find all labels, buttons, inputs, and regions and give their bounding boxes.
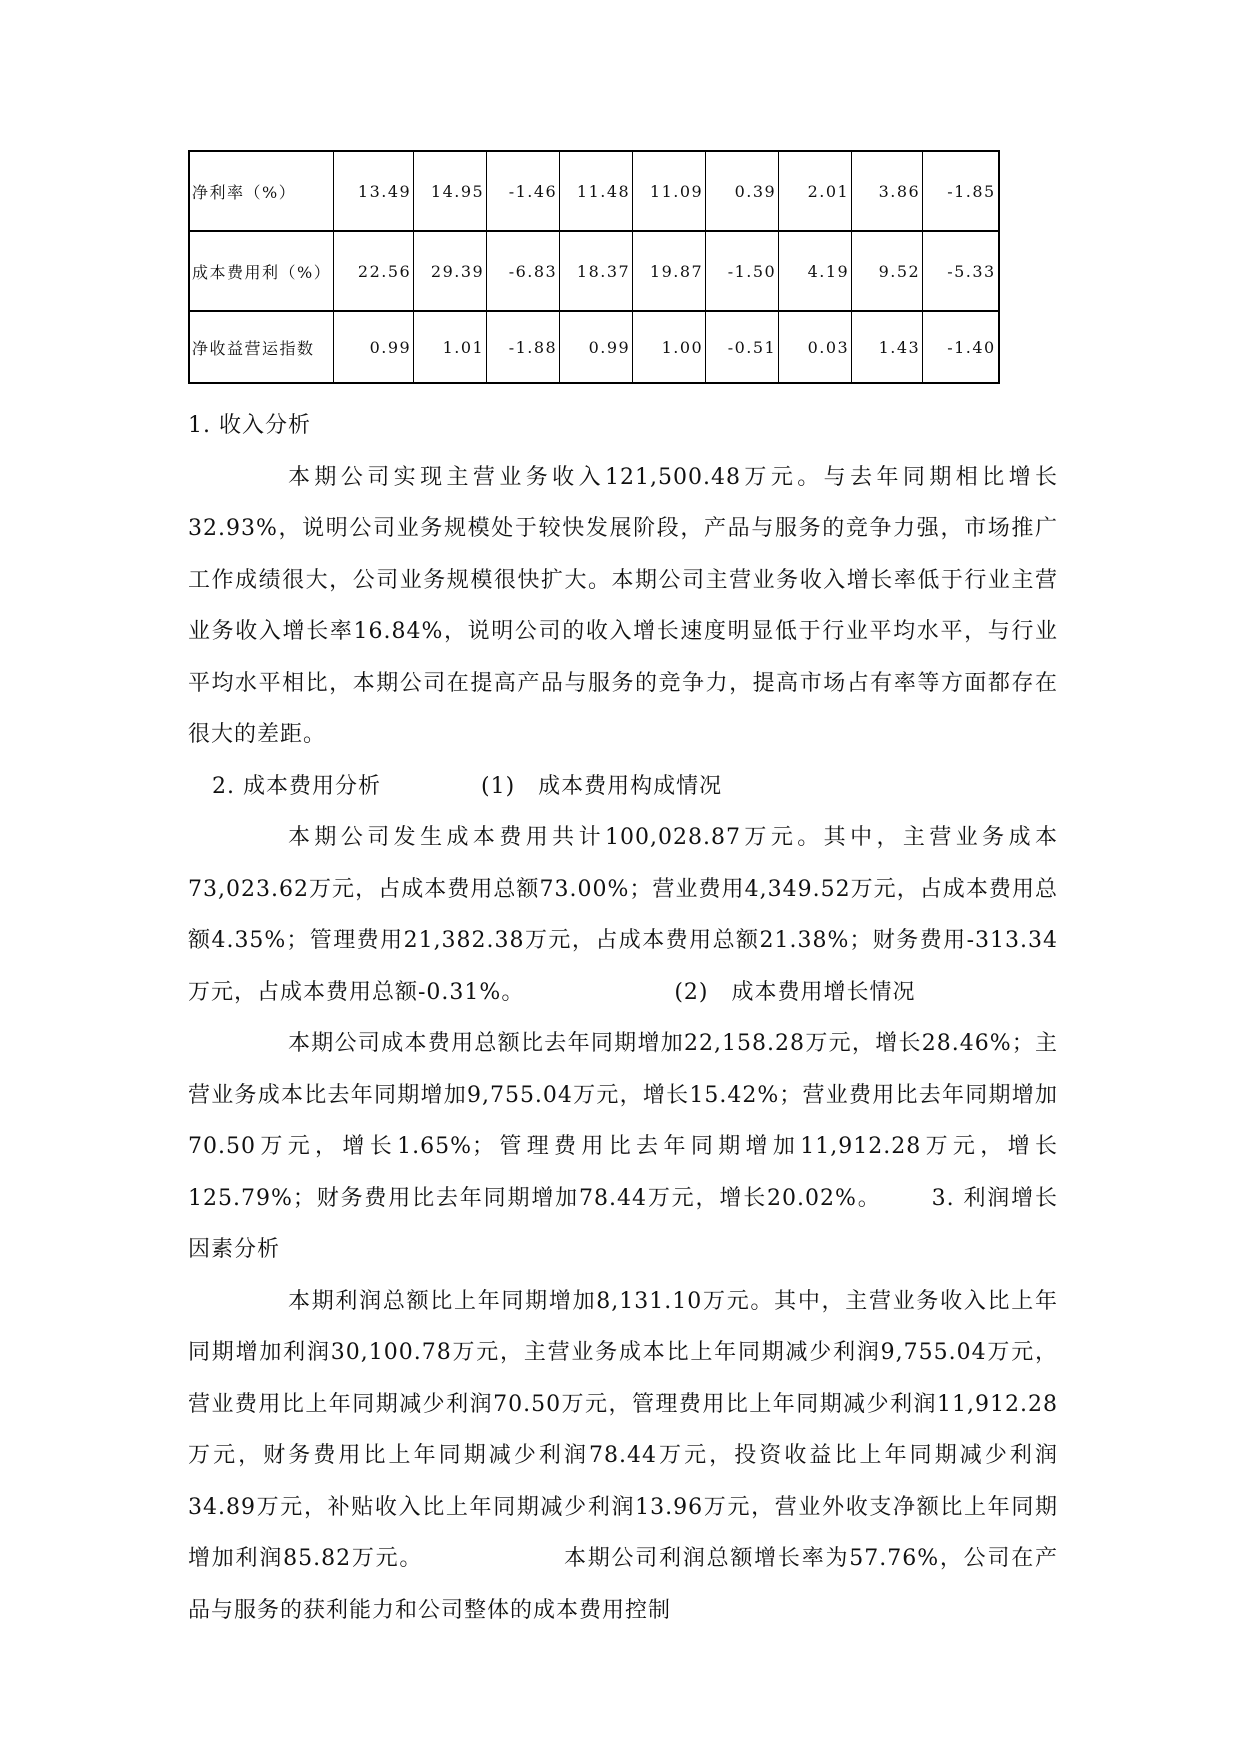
income-heading: 1. 收入分析	[188, 413, 311, 438]
table-cell: -1.46	[487, 151, 560, 231]
cost-composition-paragraph	[188, 812, 1058, 1018]
table-cell: 0.03	[779, 311, 852, 383]
cost-composition-text: 本期公司发生成本费用共计100,028.87万元。其中，主营业务成本73,023.62万元，占成本费用总额73.00%；营业费用4,349.52万元，占成本费用总额4.35%；管理费用21,382.38万元，占成本费用总额21.38%；财务费用-313.34万元，占成本费用总额-0.31%。	[188, 825, 1058, 1005]
table-cell: -0.51	[706, 311, 779, 383]
table-cell: 11.09	[633, 151, 706, 231]
table-cell: 0.39	[706, 151, 779, 231]
table-cell: -1.40	[923, 311, 999, 383]
table-cell: 11.48	[560, 151, 633, 231]
table-cell: 19.87	[633, 231, 706, 311]
profit-heading: 3. 利润增长因素分析	[188, 1185, 1058, 1262]
table-cell: 0.99	[334, 311, 414, 383]
cost-growth-text: 本期公司成本费用总额比去年同期增加22,158.28万元，增长28.46%；主营业务成本比去年同期增加9,755.04万元，增长15.42%；营业费用比去年同期增加70.50万元，增长1.65%；管理费用比去年同期增加11,912.28万元，增长125.79%；财务费用比去年同期增加78.44万元，增长20.02%。	[188, 1031, 1058, 1211]
table-cell: 29.39	[414, 231, 487, 311]
table-cell: -6.83	[487, 231, 560, 311]
table-cell: 0.99	[560, 311, 633, 383]
table-row	[189, 231, 999, 311]
cost-heading: 2. 成本费用分析	[212, 773, 381, 799]
table-cell: -1.88	[487, 311, 560, 383]
table-cell: 1.01	[414, 311, 487, 383]
table-cell: -1.50	[706, 231, 779, 311]
cost-growth-paragraph	[188, 1018, 1058, 1276]
income-paragraph: 本期公司实现主营业务收入121,500.48万元。与去年同期相比增长32.93%，说明公司业务规模处于较快发展阶段，产品与服务的竞争力强，市场推广工作成绩很大，公司业务规模很快扩大。本期公司主营业务收入增长率低于行业主营业务收入增长率16.84%，说明公司的收入增长速度明显低于行业平均水平，与行业平均水平相比，本期公司在提高产品与服务的竞争力，提高市场占有率等方面都存在很大的差距。	[188, 464, 1058, 747]
table-cell: 18.37	[560, 231, 633, 311]
table-cell: 1.43	[852, 311, 923, 383]
analysis-text	[188, 400, 1058, 1636]
row-label: 成本费用利（%）	[189, 231, 334, 311]
table-cell: 14.95	[414, 151, 487, 231]
cost-subheading-growth: (2) 成本费用增长情况	[674, 979, 916, 1005]
row-label: 净收益营运指数	[189, 311, 334, 383]
table-cell: 1.00	[633, 311, 706, 383]
table-cell: 9.52	[852, 231, 923, 311]
table-cell: 3.86	[852, 151, 923, 231]
table-row	[189, 151, 999, 231]
financial-ratio-table	[188, 150, 1000, 384]
table-cell: 22.56	[334, 231, 414, 311]
row-label: 净利率（%）	[189, 151, 334, 231]
table-cell: -1.85	[923, 151, 999, 231]
cost-subheading-composition: (1) 成本费用构成情况	[480, 773, 723, 799]
profit-paragraph	[188, 1276, 1058, 1637]
table-cell: 4.19	[779, 231, 852, 311]
table-cell: -5.33	[923, 231, 999, 311]
profit-growth-text: 本期公司利润总额增长率为57.76%，公司在产品与服务的获利能力和公司整体的成本费用控制	[188, 1546, 1059, 1623]
cost-heading-line	[188, 761, 1058, 813]
table-cell: 2.01	[779, 151, 852, 231]
profit-text: 本期利润总额比上年同期增加8,131.10万元。其中，主营业务收入比上年同期增加利润30,100.78万元，主营业务成本比上年同期减少利润9,755.04万元，营业费用比上年同期减少利润70.50万元，管理费用比上年同期减少利润11,912.28万元，财务费用比上年同期减少利润78.44万元，投资收益比上年同期减少利润34.89万元，补贴收入比上年同期减少利润13.96万元，营业外收支净额比上年同期增加利润85.82万元。	[188, 1288, 1058, 1571]
table-cell: 13.49	[334, 151, 414, 231]
table-row	[189, 311, 999, 383]
